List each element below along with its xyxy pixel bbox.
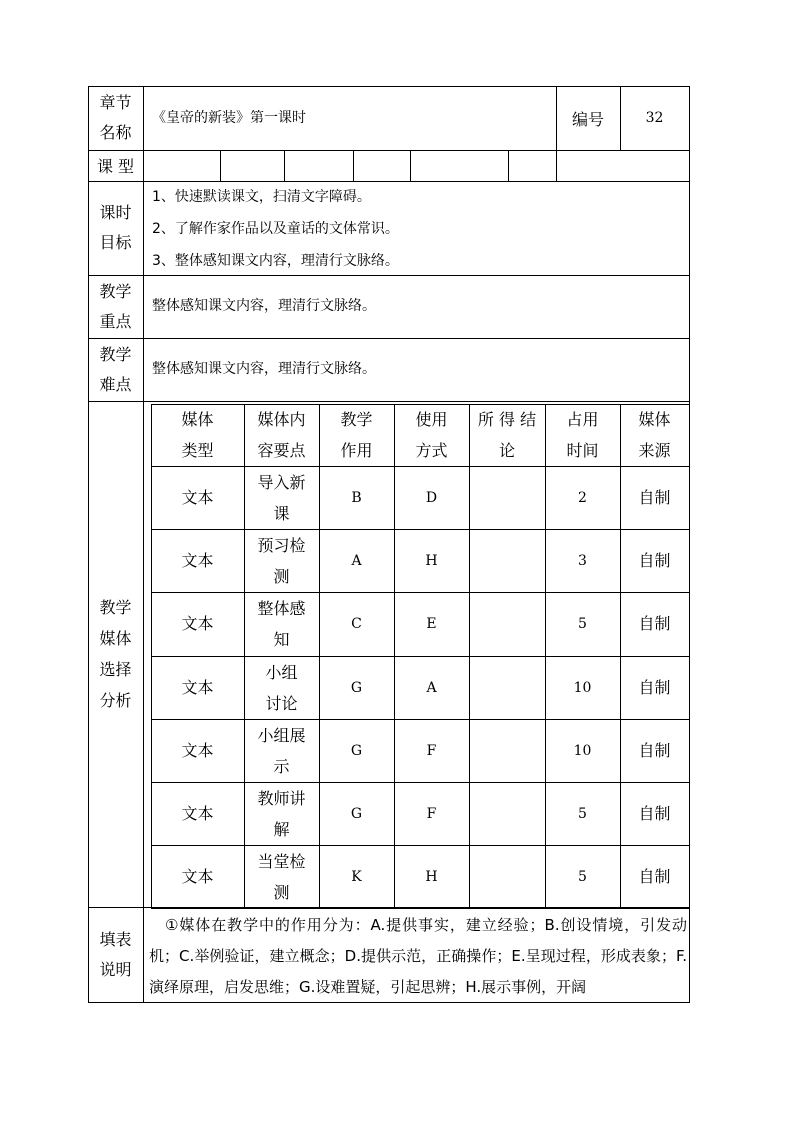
difficulties-label: 教学 难点 <box>99 344 132 394</box>
number-label: 编号 <box>571 109 604 129</box>
media-table-cell: A <box>426 679 437 696</box>
media-table-row <box>151 782 689 845</box>
media-table-cell: G <box>350 742 363 759</box>
media-table-cell <box>469 466 545 529</box>
media-table-cell: H <box>425 552 438 569</box>
key-points-label: 教学 重点 <box>99 281 132 331</box>
media-header-cell: 教学 作用 <box>340 410 373 460</box>
media-table-row <box>151 845 689 908</box>
media-table-cell <box>469 529 545 592</box>
col-divider <box>220 150 221 181</box>
instructions-label: 填表 说明 <box>99 929 132 979</box>
media-table-cell: G <box>350 679 363 696</box>
media-table-cell: D <box>425 489 438 506</box>
media-table-cell: H <box>425 868 438 885</box>
media-table-cell: 5 <box>578 805 587 822</box>
media-table-row <box>151 466 689 529</box>
media-table-cell: A <box>351 552 362 569</box>
media-header-cell: 媒体内 容要点 <box>257 410 306 460</box>
media-table-cell: 文本 <box>181 678 214 697</box>
media-table-cell: 预习检 测 <box>257 535 306 586</box>
media-header-cell: 所 得 结 论 <box>477 410 537 460</box>
media-table-cell: 自制 <box>638 678 671 697</box>
media-table-row <box>151 719 689 782</box>
media-table-cell: 整体感 知 <box>257 598 306 649</box>
media-table-row <box>151 529 689 592</box>
media-table-cell <box>469 845 545 908</box>
media-table-cell: 文本 <box>181 804 214 823</box>
media-table-cell: C <box>351 615 362 632</box>
media-table-cell: 10 <box>573 742 592 759</box>
media-table-cell: 文本 <box>181 488 214 507</box>
difficulties-value: 整体感知课文内容，理清行文脉络。 <box>152 361 376 377</box>
media-table-cell: 自制 <box>638 614 671 633</box>
col-divider <box>284 150 285 181</box>
media-table-cell: 导入新 课 <box>257 472 306 523</box>
media-table-cell <box>469 719 545 782</box>
media-header-cell: 占用 时间 <box>566 410 599 460</box>
media-row-divider <box>151 908 689 909</box>
media-header-cell: 媒体 类型 <box>181 410 214 460</box>
media-table-cell: 文本 <box>181 551 214 570</box>
key-points-value: 整体感知课文内容，理清行文脉络。 <box>152 298 376 314</box>
chapter-label: 章节 名称 <box>99 93 132 142</box>
media-table-cell: 2 <box>578 489 587 506</box>
objective-item: 2、了解作家作品以及童话的文体常识。 <box>152 221 399 237</box>
media-table-cell: 文本 <box>181 614 214 633</box>
objective-item: 3、整体感知课文内容，理清行文脉络。 <box>152 253 399 269</box>
media-table-row <box>151 656 689 719</box>
table-border-bottom <box>88 1002 690 1003</box>
media-table-cell: 自制 <box>638 804 671 823</box>
objectives-label: 课时 目标 <box>99 203 132 252</box>
media-table-cell <box>469 592 545 655</box>
media-table-cell: 自制 <box>638 741 671 760</box>
objectives-list <box>152 181 682 275</box>
media-table-cell: F <box>426 742 437 759</box>
col-divider <box>410 150 411 181</box>
instructions-text: ①媒体在教学中的作用分为：A.提供事实，建立经验；B.创设情境，引发动机；C.举例验证，建立概念；D.提供示范，正确操作；E.呈现过程，形成表象；F.演绎原理，启发思维；G.设难置疑，引起思辨；H.展示事例，开阔 <box>149 916 687 996</box>
media-table-cell: 10 <box>573 679 592 696</box>
media-table-cell: E <box>426 615 437 632</box>
media-table-cell: 文本 <box>181 741 214 760</box>
objective-item: 1、快速默读课文，扫清文字障碍。 <box>152 189 371 205</box>
row-divider <box>88 401 690 402</box>
media-table-cell: 5 <box>578 615 587 632</box>
media-table-cell <box>469 782 545 845</box>
media-table-cell: 自制 <box>638 551 671 570</box>
media-table-cell: 文本 <box>181 867 214 886</box>
lesson-type-label: 课 型 <box>96 157 135 176</box>
media-table-cell: 教师讲 解 <box>257 788 306 839</box>
media-label: 教学 媒体 选择 分析 <box>99 598 132 710</box>
media-table-cell: G <box>350 805 363 822</box>
media-label-cell <box>88 401 143 907</box>
col-divider <box>353 150 354 181</box>
media-table-cell: 自制 <box>638 867 671 886</box>
media-table-cell: B <box>351 489 362 506</box>
media-table-cell: 当堂检 测 <box>257 851 306 902</box>
col-divider <box>508 150 509 181</box>
row-divider <box>88 150 690 151</box>
media-table-cell: 小组 讨论 <box>265 662 298 713</box>
table-border-right <box>689 86 690 1002</box>
media-table-cell: K <box>351 868 362 885</box>
media-header-cell: 使用 方式 <box>415 410 448 460</box>
media-table-cell: 3 <box>578 552 587 569</box>
media-table-cell: 小组展 示 <box>257 725 306 776</box>
number-value: 32 <box>645 110 664 126</box>
chapter-value: 《皇帝的新装》第一课时 <box>152 110 306 126</box>
media-table-cell <box>469 656 545 719</box>
media-table-row <box>151 592 689 655</box>
label-column-divider <box>143 86 144 1002</box>
media-table-cell: 5 <box>578 868 587 885</box>
media-table-cell: F <box>426 805 437 822</box>
media-table-cell: 自制 <box>638 488 671 507</box>
media-header-cell: 媒体 来源 <box>638 410 671 460</box>
